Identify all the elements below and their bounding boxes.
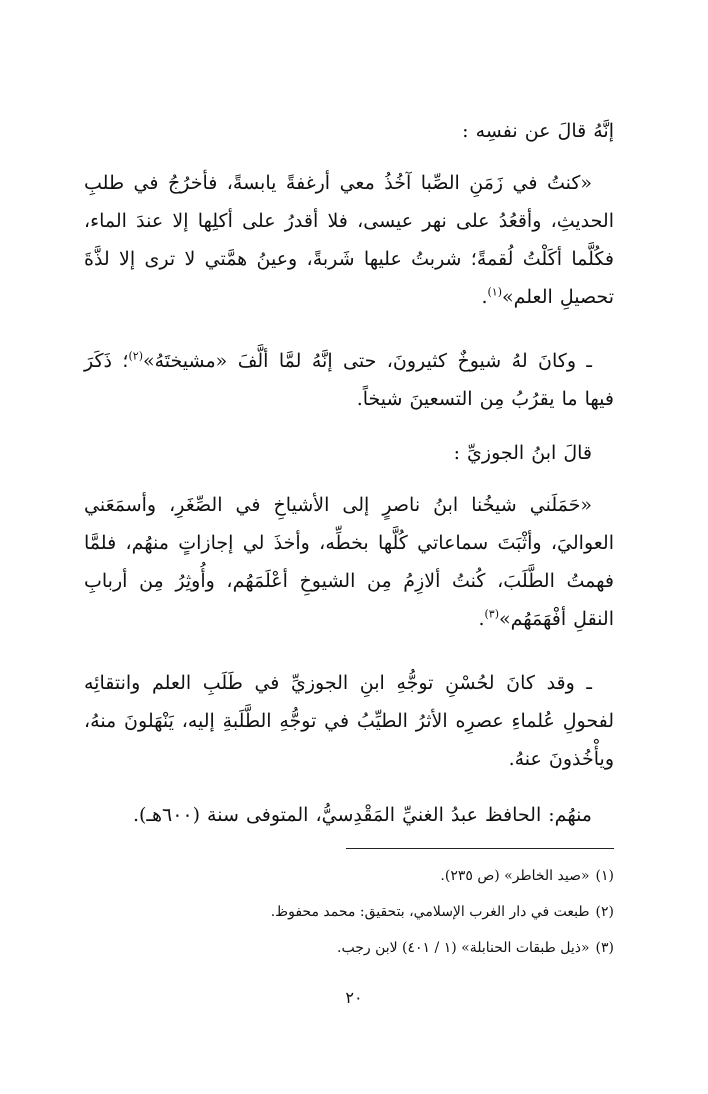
footnote-3-text: «ذيل طبقات الحنابلة» (١ / ٤٠١) لابن رجب.: [337, 940, 590, 956]
footnote-3-number: (٣): [595, 940, 614, 956]
shuyukh-text-a: ـ وكانَ لهُ شيوخٌ كثيرونَ، حتى إنَّهُ لمَّا ألَّفَ «مشيختَهُ»: [142, 350, 592, 372]
quote-paragraph-2: [84, 486, 614, 638]
footnote-1-number: (١): [595, 868, 614, 884]
footnote-2-number: (٢): [595, 904, 614, 920]
quote-1-text: «كنتُ في زَمَنِ الصِّبا آخُذُ معي أرغفةً يابسةً، فأخرُجُ في طلبِ الحديثِ، وأقعُدُ على نهر عيسى، فلا أقدرُ على أكلِها إلا عندَ الماء، فكُلَّما أكَلْتُ لُقمةً؛ شربتُ عليها شَربةً، وعينُ همَّتي لا ترى إلا لذَّةَ تحصيلِ العلم»: [84, 172, 614, 308]
footnote-3: [84, 938, 614, 958]
footnote-2-text: طبعت في دار الغرب الإسلامي، بتحقيق: محمد محفوظ.: [270, 904, 590, 920]
footnote-ref-1: (١): [487, 285, 502, 299]
quote-2-end: .: [478, 608, 485, 630]
students-paragraph: ـ وقد كانَ لحُسْنِ توجُّهِ ابنِ الجوزيِّ في طَلَبِ العلم وانتقائِه لفحولِ عُلماءِ عصرِه الأثرُ الطيِّبُ في توجُّهِ الطَّلَبةِ إليه، يَنْهَلونَ منهُ، ويأْخُذونَ عنهُ.: [84, 672, 614, 770]
quote-1-end: .: [481, 286, 488, 308]
footnote-divider: [346, 848, 614, 849]
shuyukh-text-b: ؛ ذَكَرَ فيها ما يقرُبُ مِن التسعينَ شيخاً.: [84, 350, 614, 410]
quote-2-text: «حَمَلَني شيخُنا ابنُ ناصرٍ إلى الأشياخِ في الصِّغَرِ، وأسمَعَني العواليَ، وأثْبَتَ سماعاتي كُلَّها بخطِّه، وأخذَ لي إجازاتٍ منهُم، فلمَّا فهمتُ الطَّلَبَ، كُنتُ ألازِمُ مِن الشيوخِ أعْلَمَهُم، وأُوثِرُ مِن أربابِ النقلِ أفْهَمَهُم»: [84, 494, 614, 630]
footnote-1-text: «صيد الخاطر» (ص ٢٣٥).: [440, 868, 590, 884]
intro-heading: إنَّهُ قالَ عن نفسِه :: [462, 120, 614, 142]
footnote-2: [84, 902, 614, 922]
maqdisi-line: منهُم: الحافظ عبدُ الغنيِّ المَقْدِسيُّ، المتوفى سنة (٦٠٠هـ).: [132, 804, 592, 826]
quote-paragraph-1: [84, 164, 614, 316]
footnote-ref-3: (٣): [484, 607, 500, 621]
ibn-jawzi-heading: قالَ ابنُ الجوزيِّ :: [453, 442, 592, 464]
page-number: ٢٠: [345, 988, 363, 1007]
shuyukh-paragraph: [84, 342, 614, 418]
footnote-1: [84, 866, 614, 886]
footnote-ref-2: (٢): [128, 349, 143, 363]
